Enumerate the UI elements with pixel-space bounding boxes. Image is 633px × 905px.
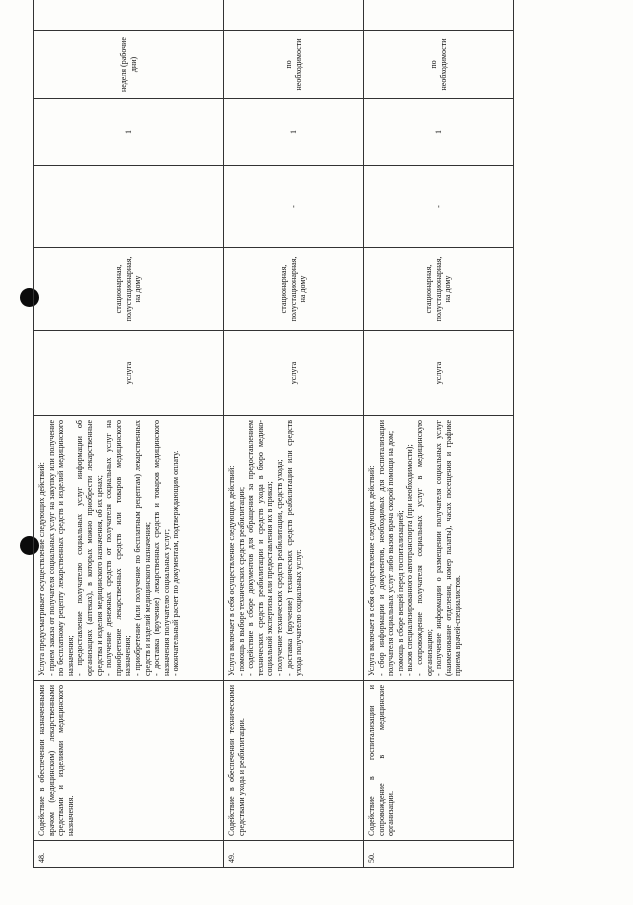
service-form: стационарная, полустационарная, на дому	[364, 248, 514, 331]
rotated-page	[33, 37, 513, 868]
service-total	[34, 0, 224, 31]
service-qty: 1	[364, 99, 514, 166]
table-row	[34, 0, 224, 868]
service-period: по необходимости	[364, 31, 514, 99]
service-col5: -	[364, 166, 514, 248]
service-qty: 1	[34, 99, 224, 166]
service-unit: услуга	[34, 331, 224, 416]
service-description: Услуга включает в себя осуществление следующих действий: - помощь в выборе технических средств реабилитации; - содействие в сборе документов для обращения за предоставлением технических средств реабилитации и средств ухода в бюро медико-социальной экспертизы или предоставления их в приказ; - получение технических средств реабилитации, средств ухода; - доставка (вручение) технических средств реабилитации или средств ухода получателю социальных услуг.	[224, 416, 364, 681]
service-total	[364, 0, 514, 31]
service-qty: 1	[224, 99, 364, 166]
service-col5: -	[224, 166, 364, 248]
service-period: по необходимости	[224, 31, 364, 99]
service-period: неделя (рабочие дни)	[34, 31, 224, 99]
service-form: стационарная, полустационарная, на дому	[224, 248, 364, 331]
row-number: 50.	[364, 841, 514, 868]
service-description: Услуга предусматривает осуществление следующих действий: - прием заказа от получателя социальных услуг на закупку или получение по бесплатному рецепту лекарственных средств и изделий медицинского назначения; - предоставление получателю социальных услуг информации об организациях (аптеках), в которых можно приобрести лекарственные средства и изделия медицинского назначения, об их ценах; - получение денежных средств от получателя социальных услуг на приобретение лекарственных средств или товаров медицинского назначения; - приобретение (или получение по бесплатным рецептам) лекарственных средств и изделий медицинского назначения; - доставка (вручение) лекарственных средств и товаров медицинского назначения получателю социальных услуг; - окончательный расчет по документам, подтверждающим оплату.	[34, 416, 224, 681]
row-number: 49.	[224, 841, 364, 868]
service-form: стационарная, полустационарная, на дому	[34, 248, 224, 331]
service-total	[224, 0, 364, 31]
services-table	[33, 0, 514, 868]
service-col5	[34, 166, 224, 248]
service-name: Содействие в госпитализации и сопровождение в медицинские организации.	[364, 681, 514, 841]
table-row	[364, 0, 514, 868]
table-row	[224, 0, 364, 868]
service-name: Содействие в обеспечении техническими средствами ухода и реабилитации.	[224, 681, 364, 841]
service-unit: услуга	[364, 331, 514, 416]
service-name: Содействие в обеспечении назначенными врачом (медицинским) лекарственными средствами и изделиями медицинского назначения.	[34, 681, 224, 841]
service-unit: услуга	[224, 331, 364, 416]
service-description: Услуга включает в себя осуществление следующих действий: - сбор информации и документов, необходимых для госпитализации получателя социальных услуг либо вызов врача скорой помощи на дом; - помощь в сборе вещей перед госпитализацией; - вызов специализированного автотранспорта (при необходимости); - сопровождение получателя социальных услуг в медицинскую организацию; - получение информации о размещении получателя социальных услуг (наименование отделения, номер палаты), часах посещения и графике приема врачей-специалистов.	[364, 416, 514, 681]
row-number: 48.	[34, 841, 224, 868]
